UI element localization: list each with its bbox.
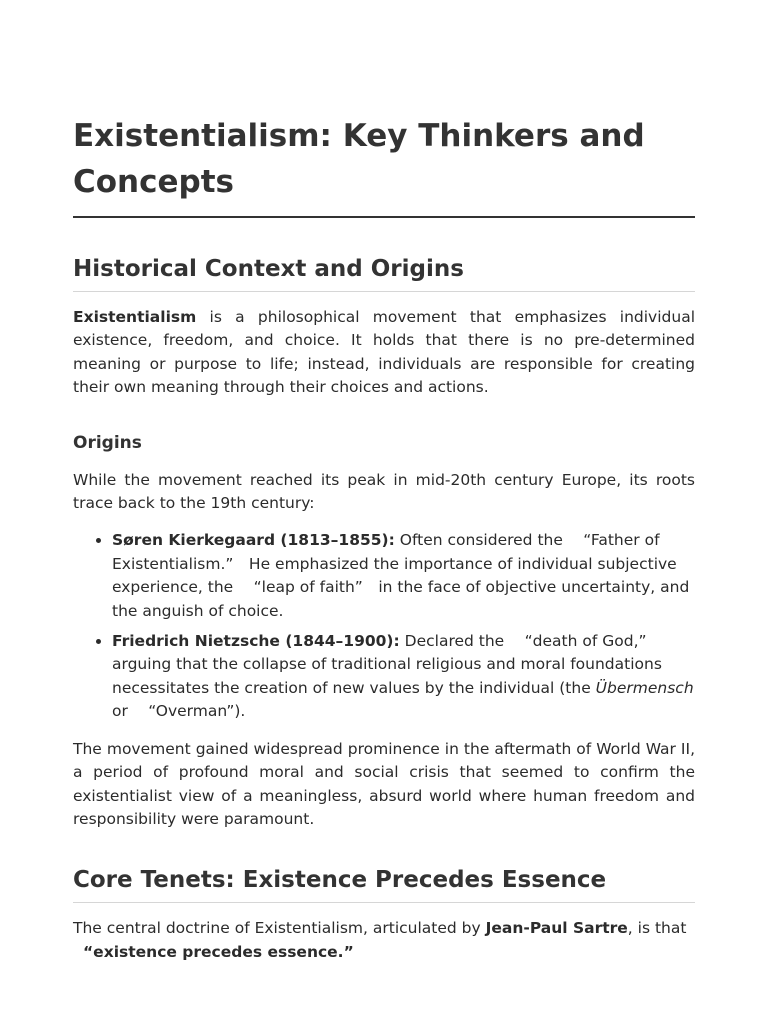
section-heading-core-tenets: Core Tenets: Existence Precedes Essence [73, 864, 695, 903]
core-text: The central doctrine of Existentialism, articulated by [73, 919, 486, 938]
sartre-name: Jean-Paul Sartre [485, 919, 628, 938]
italic-term: Übermensch [595, 678, 694, 697]
list-item-kierkegaard [112, 529, 695, 623]
origins-intro-paragraph: While the movement reached its peak in mid-20th century Europe, its roots trace back to the 19th century: [73, 470, 695, 513]
page-title: Existentialism: Key Thinkers and Concepts [73, 0, 695, 218]
thinker-description: Often considered the “Father of Existentialism.” He emphasized the importance of individual subjective experience, the “leap of faith” in the face of objective uncertainty, and the anguish of choice. [112, 531, 690, 620]
thinker-description-end: or “Overman”). [112, 702, 246, 721]
section-heading-historical-context: Historical Context and Origins [73, 253, 695, 292]
intro-text: is a philosophical movement that emphasizes individual existence, freedom, and choice. It holds that there is no pre-determined meaning or purpose to life; instead, individuals are responsible for creating their own meaning through their choices and actions. [73, 308, 695, 397]
core-text-middle: , is that [627, 919, 687, 938]
intro-bold-term: Existentialism [73, 308, 197, 326]
thinker-name: Søren Kierkegaard (1813–1855): [112, 531, 395, 550]
aftermath-paragraph: The movement gained widespread prominence in the aftermath of World War II, a period of profound moral and social crisis that seemed to confirm the existentialist view of a meaningless, absurd world where human freedom and responsibility were paramount. [73, 739, 695, 828]
core-quote: “existence precedes essence.” [83, 942, 354, 961]
thinkers-list [73, 529, 695, 723]
intro-paragraph [73, 306, 695, 400]
subheading-origins: Origins [73, 432, 142, 453]
thinker-name: Friedrich Nietzsche (1844–1900): [112, 632, 400, 651]
core-doctrine-paragraph [73, 917, 695, 964]
thinker-description: Declared the “death of God,” arguing that the collapse of traditional religious and moral foundations necessitates the creation of new values by the individual (the [112, 632, 663, 697]
list-item-nietzsche [112, 630, 695, 724]
